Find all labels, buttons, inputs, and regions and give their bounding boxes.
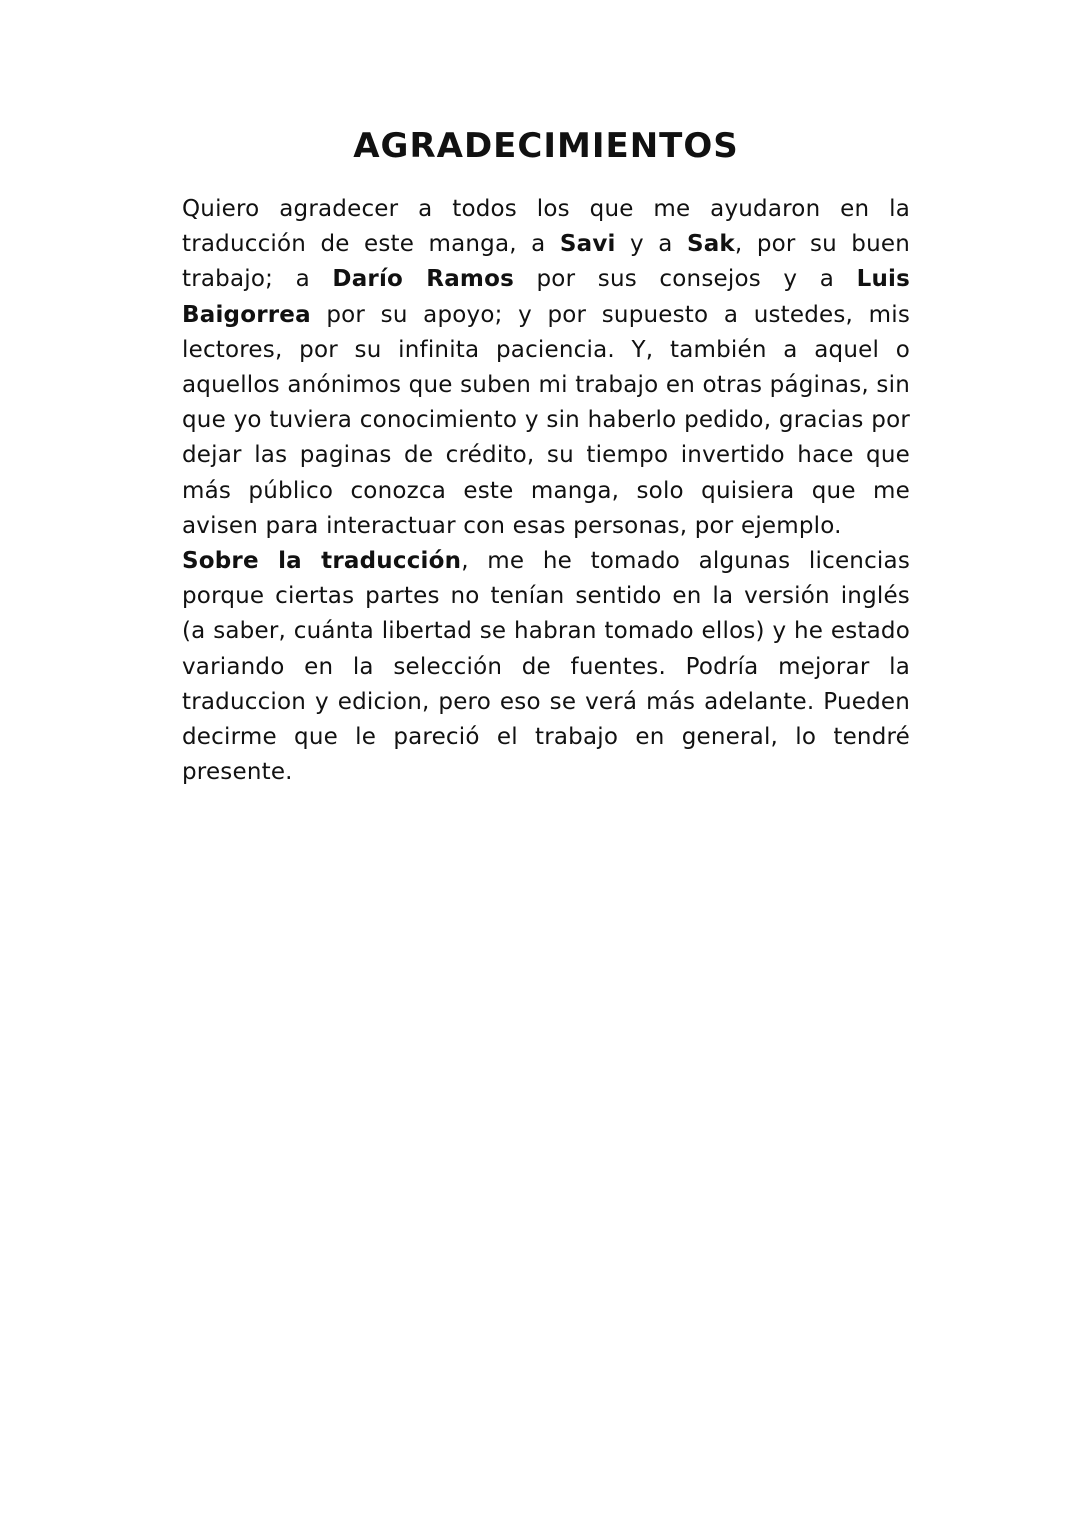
name-dario-ramos: Darío Ramos: [332, 266, 514, 293]
acknowledgements-paragraph: [182, 192, 910, 544]
name-sak: Sak: [686, 231, 735, 258]
page-title: AGRADECIMIENTOS: [353, 126, 739, 166]
text-run: , por su buen trabajo; a: [182, 231, 911, 293]
text-run: , me he tomado algunas licencias porque ciertas partes no tenían sentido en la versión inglés (a saber, cuánta libertad se habran tomado ellos) y he estado variando en la selección de fuentes. Podría mejorar la traduccion y edicion, pero eso se verá más adelante. Pueden decirme que le pareció el trabajo en general, lo tendré presente.: [182, 548, 911, 786]
name-luis-baigorrea: Luis Baigorrea: [182, 266, 910, 328]
text-run: Quiero agradecer a todos los que me ayudaron en la traducción de este manga, a: [182, 196, 910, 258]
text-run: por su apoyo; y por supuesto a ustedes, mis lectores, por su infinita paciencia. Y, también a aquel o aquellos anónimos que suben mi trabajo en otras páginas, sin que yo tuviera conocimiento y sin haberlo pedido, gracias por dejar las paginas de crédito, su tiempo invertido hace que más público conozca este manga, solo quisiera que me avisen para interactuar con esas personas, por ejemplo.: [182, 301, 910, 539]
translation-heading: Sobre la traducción: [182, 548, 462, 575]
text-run: y a: [615, 231, 687, 258]
name-savi: Savi: [559, 231, 616, 258]
translation-notes-paragraph: [182, 544, 910, 790]
acknowledgements-section: [182, 120, 910, 790]
text-run: por sus consejos y a: [513, 266, 857, 293]
